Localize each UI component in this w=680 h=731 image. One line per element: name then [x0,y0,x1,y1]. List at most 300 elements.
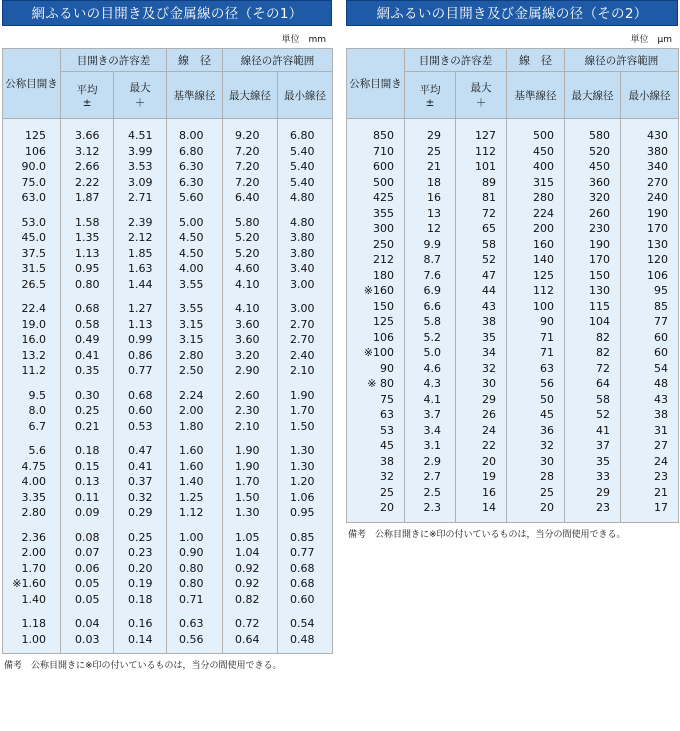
table-row [3,215,333,231]
value-cell: 0.95 [61,261,114,277]
value-cell: 450 [565,159,621,175]
table-row [3,545,333,561]
padding-row [347,516,679,523]
nominal-opening-cell: 600 [347,159,405,175]
value-cell: 21 [405,159,456,175]
value-cell: 38 [621,407,679,423]
value-cell: 1.70 [223,474,278,490]
value-cell: 0.86 [114,348,167,364]
nominal-opening-cell: 90 [347,361,405,377]
value-cell: 127 [456,128,507,144]
value-cell: 6.6 [405,299,456,315]
value-cell: 12 [405,221,456,237]
group-spacer [3,434,333,443]
value-cell: 270 [621,175,679,191]
table-row [347,330,679,346]
header-average-label: 平均 [76,83,98,96]
value-cell: 4.3 [405,376,456,392]
value-cell: 1.50 [278,419,333,435]
value-cell: 0.11 [61,490,114,506]
value-cell: 29 [456,392,507,408]
table-row [347,159,679,175]
value-cell: 0.68 [114,388,167,404]
table-row [3,403,333,419]
value-cell: 8.00 [167,128,223,144]
value-cell: 64 [565,376,621,392]
value-cell: 0.16 [114,616,167,632]
nominal-opening-cell: 180 [347,268,405,284]
value-cell: 125 [507,268,565,284]
value-cell: 9.20 [223,128,278,144]
nominal-opening-cell: 26.5 [3,277,61,293]
value-cell: 47 [456,268,507,284]
value-cell: 29 [405,128,456,144]
value-cell: 320 [565,190,621,206]
value-cell: 130 [621,237,679,253]
value-cell: 1.12 [167,505,223,521]
nominal-opening-cell: 8.0 [3,403,61,419]
value-cell: 2.5 [405,485,456,501]
value-cell: 170 [621,221,679,237]
value-cell: 19 [456,469,507,485]
nominal-opening-cell: 425 [347,190,405,206]
table-row [347,190,679,206]
value-cell: 1.58 [61,215,114,231]
value-cell: 0.41 [61,348,114,364]
value-cell: 3.80 [278,246,333,262]
value-cell: 2.70 [278,332,333,348]
value-cell: 0.47 [114,443,167,459]
table-row [3,474,333,490]
value-cell: 106 [621,268,679,284]
value-cell: 16 [405,190,456,206]
nominal-opening-cell: ※ 80 [347,376,405,392]
nominal-opening-cell: 355 [347,206,405,222]
value-cell: 1.90 [278,388,333,404]
value-cell: 3.4 [405,423,456,439]
header-maximum-label: 最大 [470,82,492,94]
table-panel-mm [2,0,332,671]
value-cell: 0.82 [223,592,278,608]
header-average [405,72,456,119]
value-cell: 0.92 [223,561,278,577]
table-row [3,443,333,459]
value-cell: 2.10 [278,363,333,379]
value-cell: 3.60 [223,317,278,333]
value-cell: 2.3 [405,500,456,516]
value-cell: 0.35 [61,363,114,379]
nominal-opening-cell: 1.70 [3,561,61,577]
value-cell: 65 [456,221,507,237]
value-cell: 2.71 [114,190,167,206]
value-cell: 0.25 [114,530,167,546]
table-row [3,592,333,608]
nominal-opening-cell: 9.5 [3,388,61,404]
nominal-opening-cell: ※1.60 [3,576,61,592]
table-row [347,500,679,516]
value-cell: 2.60 [223,388,278,404]
value-cell: 36 [507,423,565,439]
nominal-opening-cell: 75 [347,392,405,408]
value-cell: 1.60 [167,443,223,459]
table-row [347,144,679,160]
value-cell: 3.99 [114,144,167,160]
nominal-opening-cell: 75.0 [3,175,61,191]
value-cell: 0.99 [114,332,167,348]
nominal-opening-cell: 45.0 [3,230,61,246]
table-row [347,361,679,377]
table-row [347,268,679,284]
value-cell: 0.14 [114,632,167,648]
value-cell: 0.41 [114,459,167,475]
value-cell: 0.09 [61,505,114,521]
value-cell: 5.0 [405,345,456,361]
value-cell: 89 [456,175,507,191]
value-cell: 1.70 [278,403,333,419]
value-cell: 0.05 [61,576,114,592]
table-row [347,423,679,439]
value-cell: 280 [507,190,565,206]
value-cell: 360 [565,175,621,191]
nominal-opening-cell: 22.4 [3,301,61,317]
value-cell: 43 [621,392,679,408]
value-cell: 41 [565,423,621,439]
value-cell: 60 [621,330,679,346]
value-cell: 30 [507,454,565,470]
nominal-opening-cell: 250 [347,237,405,253]
nominal-opening-cell: 4.75 [3,459,61,475]
nominal-opening-cell: 300 [347,221,405,237]
value-cell: 5.40 [278,159,333,175]
value-cell: 0.92 [223,576,278,592]
value-cell: 1.80 [167,419,223,435]
value-cell: 4.60 [223,261,278,277]
value-cell: 0.32 [114,490,167,506]
value-cell: 0.80 [61,277,114,293]
value-cell: 24 [621,454,679,470]
value-cell: 0.72 [223,616,278,632]
value-cell: 6.40 [223,190,278,206]
footnote: 備考 公称目開きに※印の付いているものは，当分の間使用できる。 [4,661,282,671]
value-cell: 17 [621,500,679,516]
value-cell: 0.20 [114,561,167,577]
value-cell: 230 [565,221,621,237]
header-maximum [114,72,167,119]
value-cell: 6.30 [167,159,223,175]
table-row [347,314,679,330]
table-row [347,299,679,315]
value-cell: 1.87 [61,190,114,206]
value-cell: 4.6 [405,361,456,377]
header-wire-diameter: 線 径 [507,49,565,72]
header-maximum-sign: ＋ [475,97,487,109]
value-cell: 2.12 [114,230,167,246]
value-cell: 22 [456,438,507,454]
table-row [347,438,679,454]
nominal-opening-cell: 1.40 [3,592,61,608]
value-cell: 520 [565,144,621,160]
value-cell: 1.30 [223,505,278,521]
nominal-opening-cell: 53.0 [3,215,61,231]
nominal-opening-cell: 6.7 [3,419,61,435]
unit-label: 単位 mm [281,35,326,45]
value-cell: 16 [456,485,507,501]
padding-row [3,119,333,129]
value-cell: 0.68 [278,576,333,592]
value-cell: 4.10 [223,277,278,293]
table-row [3,277,333,293]
value-cell: 6.30 [167,175,223,191]
value-cell: 0.71 [167,592,223,608]
table-row [3,128,333,144]
value-cell: 0.77 [278,545,333,561]
padding-row [3,647,333,654]
value-cell: 1.63 [114,261,167,277]
value-cell: 58 [456,237,507,253]
header-max-wire: 最大線径 [565,72,621,119]
table-body [347,119,679,523]
header-average-label: 平均 [419,83,441,96]
value-cell: 81 [456,190,507,206]
value-cell: 112 [507,283,565,299]
value-cell: 4.50 [167,246,223,262]
value-cell: 1.00 [167,530,223,546]
value-cell: 4.00 [167,261,223,277]
value-cell: 260 [565,206,621,222]
header-max-wire: 最大線径 [223,72,278,119]
value-cell: 2.22 [61,175,114,191]
value-cell: 3.15 [167,332,223,348]
value-cell: 1.06 [278,490,333,506]
value-cell: 0.37 [114,474,167,490]
value-cell: 6.80 [278,128,333,144]
value-cell: 4.10 [223,301,278,317]
value-cell: 5.20 [223,230,278,246]
value-cell: 3.12 [61,144,114,160]
value-cell: 5.40 [278,175,333,191]
table-row [347,237,679,253]
table-row [347,376,679,392]
value-cell: 0.63 [167,616,223,632]
table-row [347,283,679,299]
value-cell: 0.13 [61,474,114,490]
value-cell: 0.18 [114,592,167,608]
value-cell: 82 [565,345,621,361]
value-cell: 60 [621,345,679,361]
value-cell: 44 [456,283,507,299]
value-cell: 32 [507,438,565,454]
value-cell: 0.85 [278,530,333,546]
value-cell: 3.55 [167,301,223,317]
value-cell: 1.27 [114,301,167,317]
value-cell: 3.20 [223,348,278,364]
value-cell: 0.03 [61,632,114,648]
table-row [3,332,333,348]
value-cell: 3.7 [405,407,456,423]
table-row [3,348,333,364]
nominal-opening-cell: 45 [347,438,405,454]
value-cell: 3.40 [278,261,333,277]
value-cell: 71 [507,345,565,361]
value-cell: 160 [507,237,565,253]
value-cell: 7.20 [223,144,278,160]
value-cell: 2.90 [223,363,278,379]
value-cell: 0.29 [114,505,167,521]
nominal-opening-cell: 106 [3,144,61,160]
value-cell: 130 [565,283,621,299]
value-cell: 400 [507,159,565,175]
value-cell: 0.68 [61,301,114,317]
header-standard-wire: 基準線径 [507,72,565,119]
value-cell: 2.00 [167,403,223,419]
value-cell: 54 [621,361,679,377]
value-cell: 56 [507,376,565,392]
table-row [3,576,333,592]
header-maximum [456,72,507,119]
value-cell: 224 [507,206,565,222]
value-cell: 0.19 [114,576,167,592]
value-cell: 1.90 [223,443,278,459]
sieve-table-um [346,48,679,523]
value-cell: 0.95 [278,505,333,521]
panel-title: 網ふるいの目開き及び金属線の径（その1） [2,0,332,26]
value-cell: 1.13 [61,246,114,262]
value-cell: 104 [565,314,621,330]
value-cell: 2.39 [114,215,167,231]
value-cell: 100 [507,299,565,315]
value-cell: 1.35 [61,230,114,246]
value-cell: 2.50 [167,363,223,379]
unit-label: 単位 μm [630,35,672,45]
header-average-sign: ± [82,96,92,109]
value-cell: 3.1 [405,438,456,454]
nominal-opening-cell: 710 [347,144,405,160]
value-cell: 52 [456,252,507,268]
value-cell: 315 [507,175,565,191]
table-row [347,454,679,470]
value-cell: 82 [565,330,621,346]
value-cell: 1.20 [278,474,333,490]
value-cell: 240 [621,190,679,206]
value-cell: 7.6 [405,268,456,284]
value-cell: 3.09 [114,175,167,191]
value-cell: 0.60 [114,403,167,419]
value-cell: 0.64 [223,632,278,648]
table-row [3,317,333,333]
table-row [3,159,333,175]
value-cell: 58 [565,392,621,408]
value-cell: 0.25 [61,403,114,419]
value-cell: 5.8 [405,314,456,330]
value-cell: 38 [456,314,507,330]
nominal-opening-cell: 212 [347,252,405,268]
value-cell: 1.05 [223,530,278,546]
value-cell: 2.40 [278,348,333,364]
value-cell: 35 [456,330,507,346]
value-cell: 14 [456,500,507,516]
group-spacer [3,206,333,215]
value-cell: 0.48 [278,632,333,648]
group-spacer [3,292,333,301]
value-cell: 24 [456,423,507,439]
nominal-opening-cell: 63 [347,407,405,423]
table-row [3,301,333,317]
value-cell: 115 [565,299,621,315]
value-cell: 190 [565,237,621,253]
table-row [3,144,333,160]
value-cell: 1.60 [167,459,223,475]
table-row [347,221,679,237]
table-row [347,407,679,423]
table-row [3,530,333,546]
table-row [3,190,333,206]
value-cell: 1.90 [223,459,278,475]
value-cell: 77 [621,314,679,330]
value-cell: 1.13 [114,317,167,333]
sieve-table-mm [2,48,333,654]
header-wire-range: 線径の許容範囲 [565,49,679,72]
value-cell: 450 [507,144,565,160]
header-nominal: 公称目開き [347,49,405,119]
value-cell: 0.80 [167,561,223,577]
value-cell: 340 [621,159,679,175]
nominal-opening-cell: 2.80 [3,505,61,521]
value-cell: 0.23 [114,545,167,561]
nominal-opening-cell: ※100 [347,345,405,361]
value-cell: 2.70 [278,317,333,333]
value-cell: 4.51 [114,128,167,144]
nominal-opening-cell: 31.5 [3,261,61,277]
footnote: 備考 公称目開きに※印の付いているものは，当分の間使用できる。 [348,529,626,540]
value-cell: 2.9 [405,454,456,470]
value-cell: 500 [507,128,565,144]
value-cell: 0.58 [61,317,114,333]
nominal-opening-cell: 4.00 [3,474,61,490]
nominal-opening-cell: 3.35 [3,490,61,506]
value-cell: 20 [456,454,507,470]
table-row [3,561,333,577]
value-cell: 50 [507,392,565,408]
value-cell: 21 [621,485,679,501]
value-cell: 25 [507,485,565,501]
value-cell: 28 [507,469,565,485]
value-cell: 25 [405,144,456,160]
nominal-opening-cell: 5.6 [3,443,61,459]
value-cell: 23 [621,469,679,485]
value-cell: 6.80 [167,144,223,160]
value-cell: 1.30 [278,443,333,459]
group-spacer [3,521,333,530]
value-cell: 4.50 [167,230,223,246]
value-cell: 4.80 [278,190,333,206]
value-cell: 120 [621,252,679,268]
value-cell: 1.44 [114,277,167,293]
value-cell: 5.80 [223,215,278,231]
value-cell: 30 [456,376,507,392]
table-row [3,419,333,435]
value-cell: 27 [621,438,679,454]
nominal-opening-cell: 500 [347,175,405,191]
value-cell: 0.06 [61,561,114,577]
table-panel-um [346,0,678,540]
nominal-opening-cell: 125 [3,128,61,144]
value-cell: 63 [507,361,565,377]
nominal-opening-cell: 106 [347,330,405,346]
value-cell: 0.49 [61,332,114,348]
value-cell: 0.21 [61,419,114,435]
value-cell: 3.15 [167,317,223,333]
value-cell: 0.07 [61,545,114,561]
